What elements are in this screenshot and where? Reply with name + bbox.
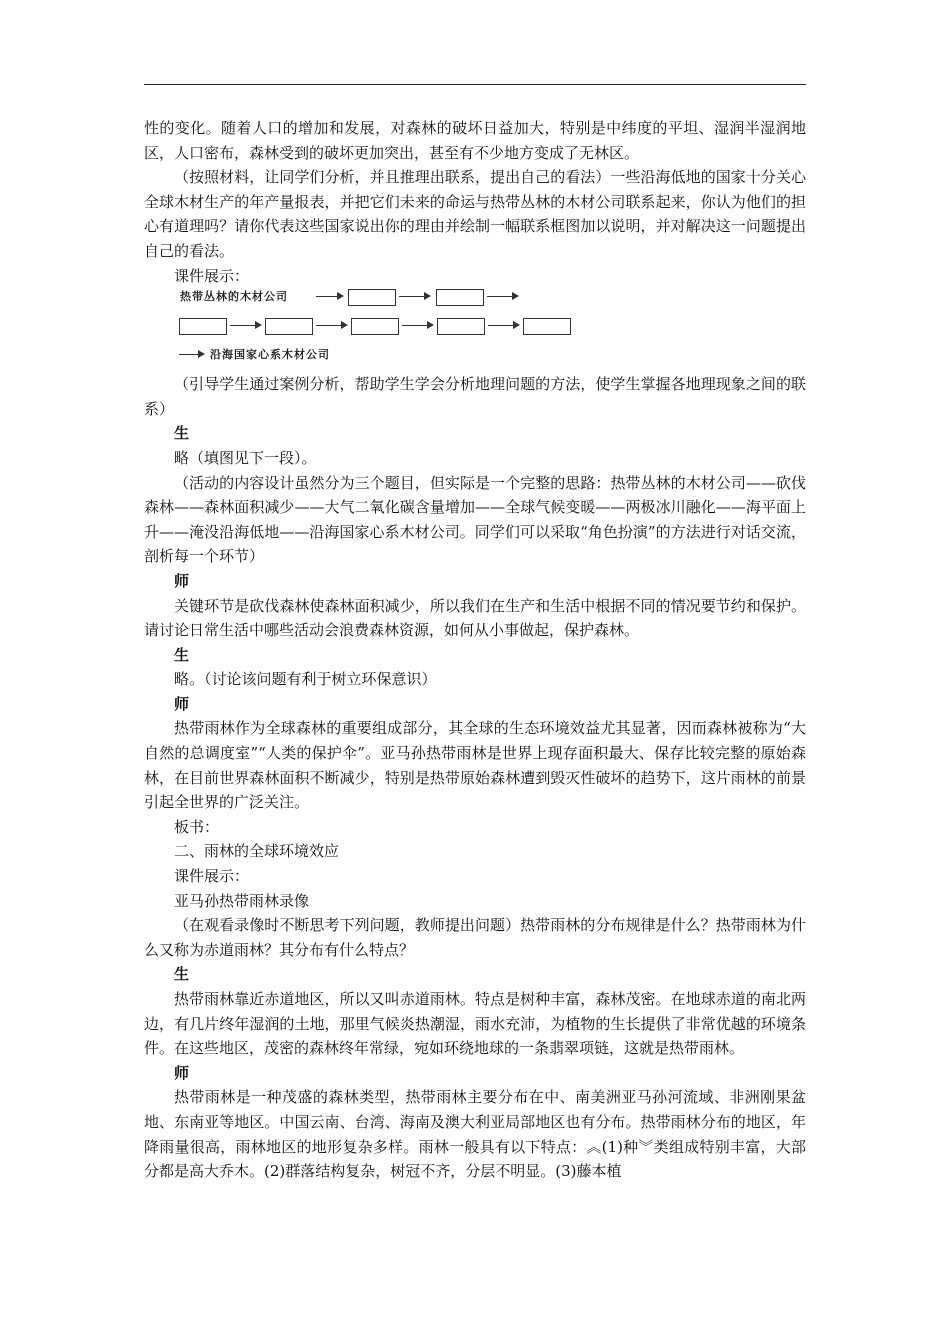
speaker-student: 生: [174, 424, 190, 443]
blank-box: [523, 318, 571, 335]
arrow-icon: [402, 325, 432, 326]
diagram-end-label: 沿海国家心系木材公司: [210, 348, 330, 362]
arrow-icon: [316, 325, 346, 326]
blank-box: [351, 318, 399, 335]
speaker-teacher: 师: [174, 1063, 190, 1082]
paragraph: 关键环节是砍伐森林使森林面积减少，所以我们在生产和生活中根据不同的情况要节约和保护。请讨论日常生活中哪些活动会浪费森林资源，如何从小事做起，保护森林。: [144, 596, 806, 640]
video-title: 亚马孙热带雨林录像: [174, 891, 310, 910]
blackboard-label: 板书：: [174, 817, 220, 836]
paragraph: 热带雨林是一种茂盛的森林类型，热带雨林主要分布在中、南美洲亚马孙河流域、非洲刚果盆地、东南亚等地区。中国云南、台湾、海南及澳大利亚局部地区也有分布。热带雨林分布的地区，年降雨量很高，雨林地区的地形复杂多样。雨林一般具有以下特点：︽(1)种︾类组成特别丰富，大部分都是高大乔木。(2)群落结构复杂，树冠不齐，分层不明显。(3)藤本植: [144, 1088, 806, 1181]
speaker-student: 生: [174, 645, 190, 664]
paragraph: 略。（讨论该问题有利于树立环保意识）: [174, 670, 437, 689]
speaker-teacher: 师: [174, 694, 190, 713]
arrow-icon: [487, 296, 517, 297]
speaker-teacher: 师: [174, 571, 190, 590]
blank-box: [348, 289, 396, 306]
arrow-icon: [230, 325, 260, 326]
blank-box: [179, 318, 227, 335]
courseware-label: 课件展示：: [174, 867, 250, 886]
arrow-icon: [179, 354, 203, 355]
courseware-label: 课件展示：: [174, 266, 250, 285]
paragraph: （引导学生通过案例分析，帮助学生学会分析地理问题的方法，使学生掌握各地理现象之间的联系）: [144, 375, 806, 418]
blank-box: [265, 318, 313, 335]
paragraph: 热带雨林靠近赤道地区，所以又叫赤道雨林。特点是树种丰富，森林茂密。在地球赤道的南北两边，有几片终年湿润的土地，那里气候炎热潮湿，雨水充沛，为植物的生长提供了非常优越的环境条件。在这些地区，茂密的森林终年常绿，宛如环绕地球的一条翡翠项链，这就是热带雨林。: [144, 990, 806, 1058]
speaker-student: 生: [174, 965, 190, 984]
paragraph: 热带雨林作为全球森林的重要组成部分，其全球的生态环境效益尤其显著，因而森林被称为“大自然的总调度室”“人类的保护伞”。亚马孙热带雨林是世界上现存面积最大、保存比较完整的原始森林，在目前世界森林面积不断减少，特别是热带原始森林遭到毁灭性破坏的趋势下，这片雨林的前景引起全世界的广泛关注。: [144, 719, 806, 812]
blank-box: [437, 318, 485, 335]
paragraph: （在观看录像时不断思考下列问题，教师提出问题）热带雨林的分布规律是什么？热带雨林为什么又称为赤道雨林？其分布有什么特点？: [144, 916, 806, 959]
paragraph: （按照材料，让同学们分析，并且推理出联系，提出自己的看法）一些沿海低地的国家十分关心全球木材生产的年产量报表，并把它们未来的命运与热带丛林的木材公司联系起来，你认为他们的担心有道理吗？请你代表这些国家说出你的理由并绘制一幅联系框图加以说明，并对解决这一问题提出自己的看法。: [144, 168, 806, 260]
paragraph: 性的变化。随着人口的增加和发展，对森林的破坏日益加大，特别是中纬度的平坦、湿润半湿润地区，人口密布，森林受到的破坏更加突出，甚至有不少地方变成了无林区。: [144, 119, 806, 162]
arrow-icon: [399, 296, 429, 297]
arrow-icon: [316, 296, 342, 297]
paragraph: （活动的内容设计虽然分为三个题目，但实际是一个完整的思路：热带丛林的木材公司——砍伐森林——森林面积减少——大气二氧化碳含量增加——全球气候变暖——两极冰川融化——海平面上升——淹没沿海低地——沿海国家心系木材公司。同学们可以采取“角色扮演”的方法进行对话交流，剖析每一个环节）: [144, 473, 806, 566]
relationship-flow-diagram: [144, 288, 806, 370]
section-heading: 二、雨林的全球环境效应: [174, 842, 340, 861]
header-rule: [144, 84, 806, 85]
blank-box: [436, 289, 484, 306]
diagram-start-label: 热带丛林的木材公司: [180, 290, 288, 304]
paragraph: 略（填图见下一段）。: [174, 448, 317, 467]
document-body: [144, 116, 806, 1184]
arrow-icon: [488, 325, 518, 326]
